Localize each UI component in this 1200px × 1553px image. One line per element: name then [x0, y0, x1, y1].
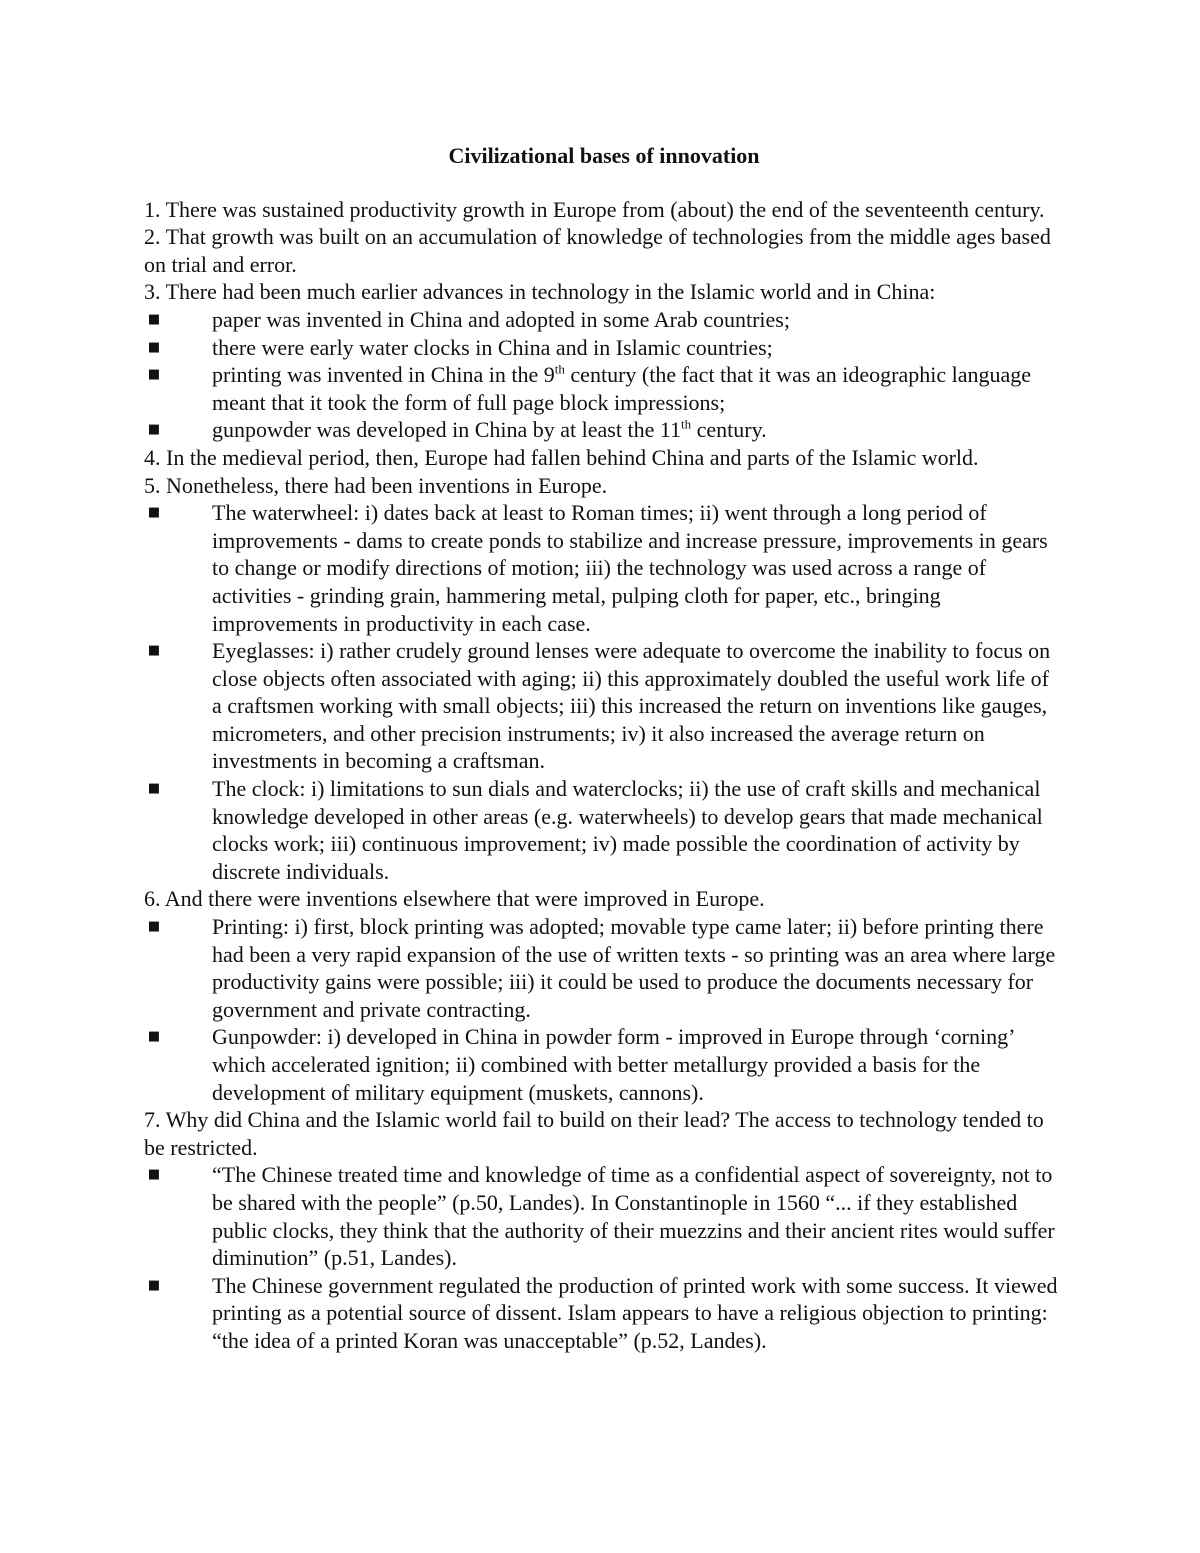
point-3-bullet-printing: [144, 361, 1064, 416]
point-4: 4. In the medieval period, then, Europe had fallen behind China and parts of the Islamic world.: [144, 444, 979, 470]
square-bullet-icon: ■: [147, 781, 161, 797]
point-2: 2. That growth was built on an accumulation of knowledge of technologies from the middle ages based on trial and error.: [144, 224, 1051, 277]
point-3-bullet-water-clocks: [144, 334, 1064, 362]
document-title: Civilizational bases of innovation: [448, 143, 760, 168]
square-bullet-icon: ■: [147, 643, 161, 659]
point-6-bullet-printing: [144, 913, 1064, 1023]
point-5-bullet-waterwheel: [144, 499, 1064, 637]
ordinal-suffix: th: [681, 417, 692, 433]
bullet-text-start: printing was invented in China in the 9: [212, 362, 555, 388]
point-1: 1. There was sustained productivity growth in Europe from (about) the end of the seventeenth century.: [144, 196, 1045, 222]
square-bullet-icon: ■: [147, 1029, 161, 1045]
bullet-text: there were early water clocks in China and in Islamic countries;: [212, 334, 773, 360]
square-bullet-icon: ■: [147, 339, 161, 355]
bullet-text: [212, 417, 767, 442]
bullet-text: [212, 362, 1031, 415]
square-bullet-icon: ■: [147, 311, 161, 327]
bullet-text: Gunpowder: i) developed in China in powder form - improved in Europe through ‘corning’ which accelerated ignition; ii) combined with better metallurgy provided a basis for the development of military equipment (muskets, cannons).: [212, 1024, 1014, 1105]
bullet-text: “The Chinese treated time and knowledge of time as a confidential aspect of sovereignty, not to be shared with the people” (p.50, Landes). In Constantinople in 1560 “... if they established public clocks, they think that the authority of their muezzins and their ancient rites would suffer diminution” (p.51, Landes).: [212, 1162, 1055, 1271]
bullet-text: The Chinese government regulated the production of printed work with some success. It viewed printing as a potential source of dissent. Islam appears to have a religious objection to printing: “the idea of a printed Koran was unacceptable” (p.52, Landes).: [212, 1272, 1058, 1353]
bullet-text: Eyeglasses: i) rather crudely ground lenses were adequate to overcome the inability to focus on close objects often associated with aging; ii) this approximately doubled the useful work life of a craftsmen working with small objects; iii) this increased the return on inventions like gauges, micrometers, and other precision instruments; iv) it also increased the average return on investments in becoming a craftsman.: [212, 638, 1051, 774]
bullet-text-end: century (the fact that it was an ideographic language meant that it took the form of full page block impressions;: [212, 362, 1032, 415]
point-5-bullet-clock: [144, 775, 1064, 885]
point-7-bullet-printing-regulation: [144, 1272, 1064, 1355]
point-6-bullet-gunpowder: [144, 1023, 1064, 1106]
point-5-bullet-eyeglasses: [144, 637, 1064, 775]
point-3-bullet-paper: [144, 306, 1064, 334]
bullet-text: The clock: i) limitations to sun dials and waterclocks; ii) the use of craft skills and mechanical knowledge developed in other areas (e.g. waterwheels) to develop gears that made mechanical clocks work; iii) continuous improvement; iv) made possible the coordination of activity by discrete individuals.: [212, 776, 1043, 884]
ordinal-suffix: th: [554, 361, 565, 377]
point-6: 6. And there were inventions elsewhere that were improved in Europe.: [144, 886, 765, 912]
bullet-text-start: gunpowder was developed in China by at least the 11: [212, 417, 682, 443]
bullet-text-end: century.: [691, 417, 767, 443]
square-bullet-icon: ■: [147, 505, 161, 521]
bullet-text: The waterwheel: i) dates back at least to Roman times; ii) went through a long period of improvements - dams to create ponds to stabilize and increase pressure, improvements in gears to change or modify directions of motion; iii) the technology was used across a range of activities - grinding grain, hammering metal, pulping cloth for paper, etc., bringing improvements in productivity in each case.: [212, 500, 1048, 636]
bullet-text: paper was invented in China and adopted in some Arab countries;: [212, 306, 790, 332]
point-3: 3. There had been much earlier advances in technology in the Islamic world and in China:: [144, 279, 936, 305]
square-bullet-icon: ■: [147, 1277, 161, 1293]
square-bullet-icon: ■: [147, 367, 161, 383]
point-7-bullet-time-sovereignty: [144, 1161, 1064, 1271]
square-bullet-icon: ■: [147, 919, 161, 935]
point-7: 7. Why did China and the Islamic world fail to build on their lead? The access to technology tended to be restricted.: [144, 1107, 1044, 1160]
square-bullet-icon: ■: [147, 1167, 161, 1183]
square-bullet-icon: ■: [147, 422, 161, 438]
point-5: 5. Nonetheless, there had been inventions in Europe.: [144, 472, 608, 498]
bullet-text: Printing: i) first, block printing was adopted; movable type came later; ii) before printing there had been a very rapid expansion of the use of written texts - so printing was an area where large productivity gains were possible; iii) it could be used to produce the documents necessary for government and private contracting.: [212, 914, 1056, 1022]
point-3-bullet-gunpowder: [144, 416, 1064, 444]
document-page: [144, 142, 1064, 1355]
